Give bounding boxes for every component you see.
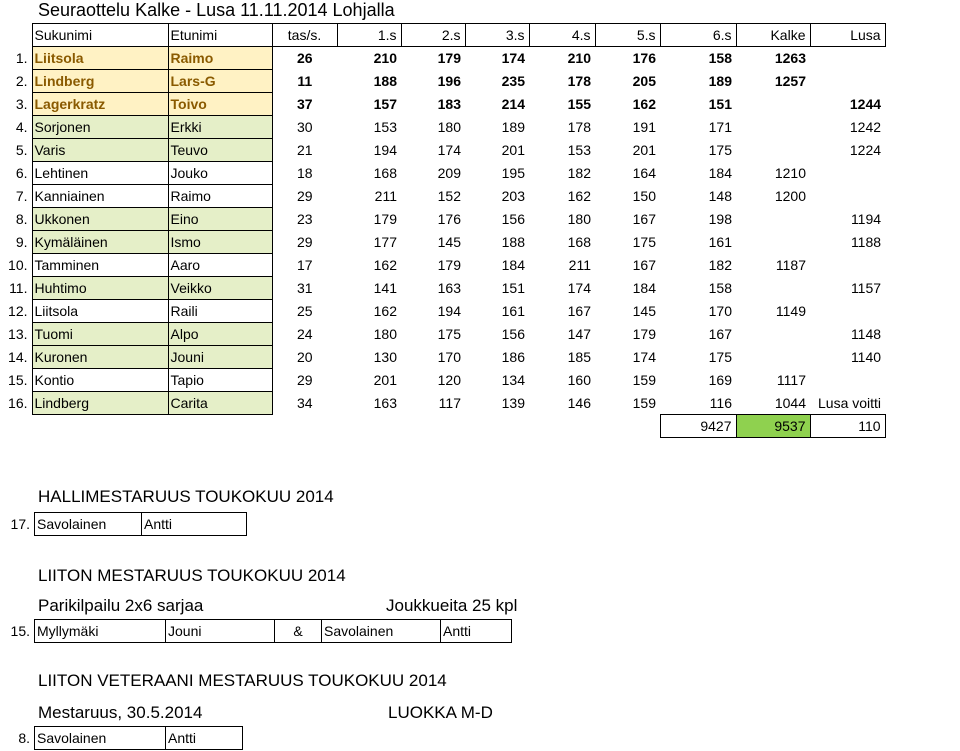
handicap: 34 bbox=[296, 395, 313, 411]
table-row bbox=[0, 208, 885, 231]
series-score: 176 bbox=[437, 211, 461, 227]
series-score: 153 bbox=[567, 142, 591, 158]
series-score: 170 bbox=[437, 349, 461, 365]
last-name: Sorjonen bbox=[32, 116, 168, 139]
col-header: 6.s bbox=[660, 24, 736, 47]
table-row bbox=[0, 139, 885, 162]
last-name: Tamminen bbox=[32, 254, 168, 277]
series-score: 162 bbox=[632, 96, 656, 112]
kalke-score bbox=[736, 208, 810, 231]
series-score: 171 bbox=[708, 119, 732, 135]
series-score: 189 bbox=[501, 119, 525, 135]
handicap: 11 bbox=[297, 73, 313, 89]
handicap: 26 bbox=[296, 50, 313, 67]
last-name: Liitsola bbox=[32, 300, 168, 323]
kalke-score: 1117 bbox=[776, 372, 806, 388]
veteraani-class: LUOKKA M-D bbox=[388, 703, 493, 722]
list-item bbox=[0, 620, 512, 643]
first-name: Jouni bbox=[168, 346, 272, 369]
col-header: 4.s bbox=[529, 24, 595, 47]
last-name: Tuomi bbox=[32, 323, 168, 346]
first-name: Raimo bbox=[168, 47, 272, 70]
series-score: 191 bbox=[632, 119, 656, 135]
series-score: 195 bbox=[501, 165, 525, 181]
series-score: 211 bbox=[374, 188, 397, 204]
series-score: 201 bbox=[632, 142, 656, 158]
last-name: Varis bbox=[32, 139, 168, 162]
last-name: Huhtimo bbox=[32, 277, 168, 300]
first-name: Toivo bbox=[168, 93, 272, 116]
series-score: 167 bbox=[567, 303, 591, 319]
series-score: 160 bbox=[567, 372, 591, 388]
series-score: 148 bbox=[708, 188, 732, 204]
series-score: 179 bbox=[632, 326, 656, 342]
table-row bbox=[0, 254, 885, 277]
series-score: 183 bbox=[437, 96, 461, 112]
rank: 1. bbox=[15, 50, 28, 66]
first-name: Teuvo bbox=[168, 139, 272, 162]
series-score: 174 bbox=[567, 280, 591, 296]
first-name: Veikko bbox=[168, 277, 272, 300]
handicap: 23 bbox=[296, 211, 313, 227]
series-score: 182 bbox=[708, 257, 732, 273]
lusa-score: 1224 bbox=[849, 142, 882, 158]
table-row bbox=[0, 70, 885, 93]
col-header: 2.s bbox=[401, 24, 465, 47]
table-row bbox=[0, 93, 885, 116]
series-score: 211 bbox=[568, 257, 591, 273]
series-score: 147 bbox=[567, 326, 591, 342]
liiton-mestaruus-subtitle: Parikilpailu 2x6 sarjaa bbox=[38, 596, 204, 615]
kalke-score bbox=[736, 277, 810, 300]
lusa-score bbox=[810, 47, 885, 70]
series-score: 141 bbox=[373, 280, 397, 296]
series-score: 159 bbox=[632, 372, 656, 388]
series-score: 176 bbox=[632, 50, 656, 67]
series-score: 188 bbox=[373, 73, 397, 89]
veteraani-heading: LIITON VETERAANI MESTARUUS TOUKOKUU 2014 bbox=[38, 671, 447, 690]
rank: 13. bbox=[8, 326, 28, 342]
kalke-score bbox=[736, 116, 810, 139]
col-header: 3.s bbox=[465, 24, 529, 47]
last-name: Kymäläinen bbox=[32, 231, 168, 254]
series-score: 180 bbox=[437, 119, 461, 135]
lusa-score bbox=[810, 369, 885, 392]
last-name: Lindberg bbox=[32, 392, 168, 415]
series-score: 210 bbox=[567, 50, 591, 67]
rank: 11. bbox=[9, 280, 28, 296]
handicap: 30 bbox=[296, 119, 313, 135]
series-score: 209 bbox=[437, 165, 461, 181]
series-score: 214 bbox=[501, 96, 525, 112]
rank: 8. bbox=[18, 730, 30, 746]
series-score: 162 bbox=[567, 188, 591, 204]
series-score: 175 bbox=[437, 326, 461, 342]
col-header: 5.s bbox=[595, 24, 660, 47]
col-header: Sukunimi bbox=[32, 24, 168, 47]
series-score: 151 bbox=[501, 280, 525, 296]
handicap: 18 bbox=[296, 165, 313, 181]
rank: 4. bbox=[15, 119, 28, 135]
handicap: 17 bbox=[296, 257, 313, 273]
series-score: 175 bbox=[708, 142, 732, 158]
last-name: Myllymäki bbox=[35, 620, 166, 643]
series-score: 170 bbox=[708, 303, 732, 319]
col-header: 1.s bbox=[337, 24, 401, 47]
series-score: 153 bbox=[373, 119, 397, 135]
hallimestaruus-heading: HALLIMESTARUUS TOUKOKUU 2014 bbox=[38, 487, 334, 506]
first-name: Eino bbox=[168, 208, 272, 231]
series-score: 189 bbox=[708, 73, 732, 89]
first-name: Tapio bbox=[168, 369, 272, 392]
col-header: Kalke bbox=[736, 24, 810, 47]
series-score: 161 bbox=[501, 303, 525, 319]
hallimestaruus-table bbox=[0, 512, 247, 536]
lusa-score bbox=[810, 254, 885, 277]
page-title: Seuraottelu Kalke - Lusa 11.11.2014 Lohjalla bbox=[38, 0, 395, 20]
series-score: 161 bbox=[708, 234, 732, 250]
series-score: 210 bbox=[373, 50, 397, 67]
kalke-score: 1210 bbox=[774, 165, 806, 181]
lusa-total: 9537 bbox=[736, 415, 810, 438]
series-score: 179 bbox=[437, 50, 461, 67]
table-row bbox=[0, 392, 885, 415]
series-score: 178 bbox=[567, 73, 591, 89]
rank: 3. bbox=[15, 96, 28, 112]
series-score: 201 bbox=[501, 142, 525, 158]
lusa-score bbox=[810, 70, 885, 93]
kalke-score: 1187 bbox=[775, 257, 806, 273]
handicap: 31 bbox=[296, 280, 313, 296]
kalke-score bbox=[736, 323, 810, 346]
handicap: 29 bbox=[296, 372, 313, 388]
rank: 14. bbox=[8, 349, 28, 365]
kalke-score: 1263 bbox=[774, 50, 806, 67]
kalke-score bbox=[736, 346, 810, 369]
series-score: 184 bbox=[501, 257, 525, 273]
series-score: 157 bbox=[373, 96, 397, 112]
lusa-score: 1188 bbox=[850, 234, 882, 250]
series-score: 145 bbox=[632, 303, 656, 319]
rank: 16. bbox=[8, 395, 28, 411]
score-difference: 110 bbox=[810, 415, 885, 438]
series-score: 134 bbox=[501, 372, 525, 388]
series-score: 186 bbox=[501, 349, 525, 365]
kalke-score bbox=[736, 231, 810, 254]
series-score: 184 bbox=[632, 280, 656, 296]
rank: 6. bbox=[15, 165, 28, 181]
ampersand: & bbox=[275, 620, 322, 643]
series-score: 168 bbox=[373, 165, 397, 181]
series-score: 162 bbox=[373, 257, 397, 273]
handicap: 37 bbox=[296, 96, 313, 112]
series-score: 167 bbox=[632, 257, 656, 273]
handicap: 25 bbox=[296, 303, 313, 319]
kalke-score: 1149 bbox=[775, 303, 806, 319]
rank: 12. bbox=[8, 303, 28, 319]
lusa-score: Lusa voitti bbox=[818, 394, 882, 411]
series-score: 174 bbox=[437, 142, 461, 158]
series-score: 150 bbox=[632, 188, 656, 204]
totals-row bbox=[0, 415, 885, 438]
series-score: 163 bbox=[373, 395, 397, 411]
handicap: 21 bbox=[296, 142, 313, 158]
series-score: 201 bbox=[373, 372, 397, 388]
first-name: Jouko bbox=[168, 162, 272, 185]
handicap: 29 bbox=[296, 234, 313, 250]
table-row bbox=[0, 231, 885, 254]
series-score: 152 bbox=[437, 188, 461, 204]
series-score: 156 bbox=[501, 326, 525, 342]
series-score: 116 bbox=[709, 394, 732, 411]
series-score: 180 bbox=[373, 326, 397, 342]
series-score: 158 bbox=[708, 50, 732, 67]
first-name: Raili bbox=[168, 300, 272, 323]
table-row bbox=[0, 369, 885, 392]
results-table bbox=[0, 23, 886, 438]
series-score: 194 bbox=[437, 303, 461, 319]
handicap: 20 bbox=[296, 349, 313, 365]
rank: 10. bbox=[8, 257, 28, 273]
table-row bbox=[0, 277, 885, 300]
series-score: 205 bbox=[632, 73, 656, 89]
series-score: 198 bbox=[708, 211, 732, 227]
lusa-score: 1242 bbox=[849, 119, 882, 135]
rank: 2. bbox=[15, 73, 28, 89]
series-score: 203 bbox=[501, 188, 525, 204]
series-score: 162 bbox=[373, 303, 397, 319]
series-score: 139 bbox=[501, 395, 525, 411]
series-score: 167 bbox=[708, 326, 732, 342]
lusa-score bbox=[810, 300, 885, 323]
last-name: Lagerkratz bbox=[32, 93, 168, 116]
veteraani-subtitle: Mestaruus, 30.5.2014 bbox=[38, 703, 203, 722]
last-name: Ukkonen bbox=[32, 208, 168, 231]
series-score: 196 bbox=[437, 73, 461, 89]
handicap: 24 bbox=[296, 326, 313, 342]
series-score: 145 bbox=[437, 234, 461, 250]
rank: 15. bbox=[10, 623, 30, 639]
series-score: 188 bbox=[501, 234, 525, 250]
series-score: 163 bbox=[437, 280, 461, 296]
kalke-total: 9427 bbox=[660, 415, 736, 438]
series-score: 169 bbox=[708, 372, 732, 388]
series-score: 120 bbox=[437, 372, 461, 388]
series-score: 155 bbox=[567, 96, 591, 112]
first-name: Jouni bbox=[166, 620, 275, 643]
kalke-score: 1044 bbox=[774, 394, 806, 411]
rank: 17. bbox=[10, 516, 30, 532]
series-score: 184 bbox=[708, 165, 732, 181]
first-name: Alpo bbox=[168, 323, 272, 346]
first-name: Antti bbox=[166, 727, 243, 750]
last-name: Liitsola bbox=[32, 47, 168, 70]
last-name: Lindberg bbox=[32, 70, 168, 93]
table-row bbox=[0, 323, 885, 346]
series-score: 146 bbox=[567, 395, 591, 411]
kalke-score: 1200 bbox=[774, 188, 806, 204]
last-name: Kuronen bbox=[32, 346, 168, 369]
liiton-mestaruus-teams: Joukkueita 25 kpl bbox=[386, 596, 518, 615]
series-score: 117 bbox=[438, 395, 461, 411]
last-name: Savolainen bbox=[35, 513, 142, 536]
first-name: Aaro bbox=[168, 254, 272, 277]
kalke-score bbox=[736, 139, 810, 162]
series-score: 164 bbox=[632, 165, 656, 181]
kalke-score bbox=[736, 93, 810, 116]
table-row bbox=[0, 346, 885, 369]
col-header: Etunimi bbox=[168, 24, 272, 47]
series-score: 179 bbox=[373, 211, 397, 227]
series-score: 177 bbox=[373, 234, 397, 250]
table-row bbox=[0, 116, 885, 139]
first-name: Raimo bbox=[168, 185, 272, 208]
series-score: 178 bbox=[567, 119, 591, 135]
list-item bbox=[0, 513, 247, 536]
veteraani-table bbox=[0, 726, 243, 750]
series-score: 168 bbox=[567, 234, 591, 250]
last-name: Kanniainen bbox=[32, 185, 168, 208]
series-score: 156 bbox=[501, 211, 525, 227]
series-score: 175 bbox=[632, 234, 656, 250]
series-score: 158 bbox=[708, 280, 732, 296]
rank: 8. bbox=[15, 211, 28, 227]
lusa-score: 1157 bbox=[850, 280, 882, 296]
rank: 9. bbox=[15, 234, 28, 250]
first-name: Antti bbox=[142, 513, 247, 536]
series-score: 130 bbox=[373, 349, 397, 365]
series-score: 235 bbox=[501, 73, 525, 89]
series-score: 180 bbox=[567, 211, 591, 227]
kalke-score: 1257 bbox=[774, 73, 806, 89]
table-row bbox=[0, 47, 885, 70]
table-row bbox=[0, 300, 885, 323]
lusa-score: 1140 bbox=[850, 349, 882, 365]
last-name: Savolainen bbox=[35, 727, 166, 750]
series-score: 151 bbox=[708, 96, 732, 112]
liiton-mestaruus-heading: LIITON MESTARUUS TOUKOKUU 2014 bbox=[38, 566, 346, 585]
lusa-score: 1244 bbox=[849, 96, 882, 112]
list-item bbox=[0, 727, 243, 750]
lusa-score bbox=[810, 185, 885, 208]
series-score: 182 bbox=[567, 165, 591, 181]
rank: 5. bbox=[15, 142, 28, 158]
header-row bbox=[0, 24, 885, 47]
liiton-mestaruus-table bbox=[0, 619, 512, 643]
last-name: Kontio bbox=[32, 369, 168, 392]
series-score: 179 bbox=[437, 257, 461, 273]
series-score: 174 bbox=[501, 50, 525, 67]
rank: 15. bbox=[8, 372, 28, 388]
series-score: 185 bbox=[567, 349, 591, 365]
rank: 7. bbox=[15, 188, 28, 204]
last-name: Savolainen bbox=[322, 620, 441, 643]
lusa-score: 1148 bbox=[850, 326, 882, 342]
first-name: Antti bbox=[441, 620, 512, 643]
first-name: Carita bbox=[168, 392, 272, 415]
first-name: Erkki bbox=[168, 116, 272, 139]
col-header: tas/s. bbox=[272, 24, 337, 47]
lusa-score bbox=[810, 162, 885, 185]
series-score: 159 bbox=[632, 395, 656, 411]
series-score: 194 bbox=[373, 142, 397, 158]
series-score: 175 bbox=[708, 349, 732, 365]
first-name: Lars-G bbox=[168, 70, 272, 93]
series-score: 167 bbox=[632, 211, 656, 227]
table-row bbox=[0, 162, 885, 185]
col-header: Lusa bbox=[810, 24, 885, 47]
handicap: 29 bbox=[296, 188, 313, 204]
last-name: Lehtinen bbox=[32, 162, 168, 185]
series-score: 174 bbox=[632, 349, 656, 365]
table-row bbox=[0, 185, 885, 208]
first-name: Ismo bbox=[168, 231, 272, 254]
lusa-score: 1194 bbox=[850, 211, 882, 227]
